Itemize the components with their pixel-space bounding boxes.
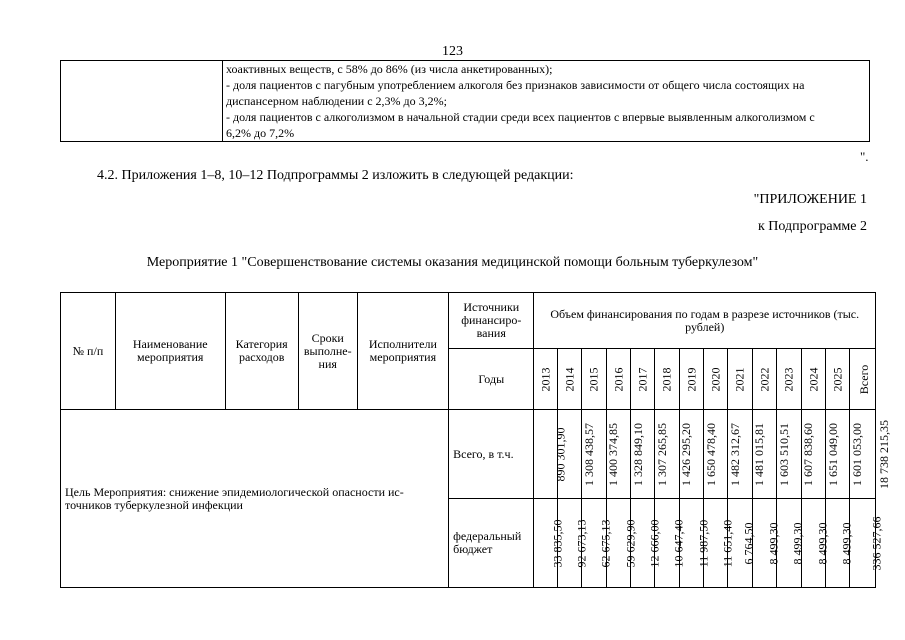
value-cell: 1 426 295,20 [655,410,679,499]
page-number: 123 [442,44,463,59]
value-cell: 1 308 438,57 [557,410,581,499]
year-header: 2014 [557,349,581,410]
section-heading: 4.2. Приложения 1–8, 10–12 Подпрограммы 2 изложить в следующей редакции: [97,168,574,183]
year-header: 2023 [777,349,801,410]
text-line: 6,2% до 7,2% [226,126,295,140]
value-cell: 11 651,40 [704,499,728,588]
text-line: - доля пациентов с алкоголизмом в начальной стадии среди всех пациентов с впервые выявленным алкоголизмом с [226,110,815,124]
empty-cell [61,61,223,142]
continuation-cell [223,61,870,142]
year-header: 2018 [655,349,679,410]
year-header: 2022 [752,349,776,410]
text-line: хоактивных веществ, с 58% до 86% (из числа анкетированных); [226,62,553,76]
value-cell: 18 738 215,35 [850,410,876,499]
value-cell: 1 607 838,60 [777,410,801,499]
year-header: 2015 [582,349,606,410]
year-header: 2024 [801,349,825,410]
value-cell: 62 675,13 [582,499,606,588]
header-category: Категория расходов [225,293,298,410]
header-num: № п/п [61,293,116,410]
value-cell: 1 651 049,00 [801,410,825,499]
goal-cell: Цель Мероприятия: снижение эпидемиологической опасности ис- точников туберкулезной инфекции [61,410,449,588]
source-label: Всего, в т.ч. [449,410,534,499]
value-cell: 33 835,50 [534,499,557,588]
measure-title: Мероприятие 1 "Совершенствование системы оказания медицинской помощи больным туберкулезом" [146,255,759,270]
header-terms: Сроки выполне- ния [298,293,357,410]
text-line: - доля пациентов с пагубным употреблением алкоголя без признаков зависимости от общего числа состоящих на [226,78,805,92]
year-header: 2019 [679,349,703,410]
value-cell: 336 527,66 [850,499,876,588]
text-line: диспансерном наблюдении с 2,3% до 3,2%; [226,94,447,108]
header-name: Наименование мероприятия [115,293,225,410]
value-cell: 12 666,00 [630,499,654,588]
header-volume: Объем финансирования по годам в разрезе источников (тыс. рублей) [534,293,876,349]
year-header: 2017 [630,349,654,410]
closing-quote: ". [860,149,869,164]
value-cell: 1 601 053,00 [825,410,849,499]
year-header: 2025 [825,349,849,410]
year-header: 2016 [606,349,630,410]
value-cell: 1 650 478,40 [679,410,703,499]
header-sources: Источники финансиро- вания [449,293,534,349]
value-cell: 1 481 015,81 [728,410,752,499]
value-cell: 11 987,50 [679,499,703,588]
value-cell: 92 673,13 [557,499,581,588]
value-cell: 59 629,90 [606,499,630,588]
value-cell: 1 603 510,51 [752,410,776,499]
value-cell: 6 764,50 [728,499,752,588]
value-cell: 8 499,30 [752,499,776,588]
year-header: 2020 [704,349,728,410]
value-cell: 10 647,40 [655,499,679,588]
value-cell: 8 499,30 [801,499,825,588]
year-header: 2021 [728,349,752,410]
value-cell: 8 499,30 [777,499,801,588]
appendix-title: "ПРИЛОЖЕНИЕ 1 [753,192,867,207]
source-label: федеральный бюджет [449,499,534,588]
value-cell: 890 301,90 [534,410,557,499]
value-cell: 1 482 312,67 [704,410,728,499]
value-cell: 1 400 374,85 [582,410,606,499]
header-executors: Исполнители мероприятия [357,293,448,410]
continuation-table [60,60,870,142]
value-cell: 8 499,30 [825,499,849,588]
funding-table [60,292,892,588]
value-cell: 1 328 849,10 [606,410,630,499]
year-header: 2013 [534,349,557,410]
value-cell: 1 307 265,85 [630,410,654,499]
appendix-subtitle: к Подпрограмме 2 [757,219,867,234]
header-years-label: Годы [449,349,534,410]
year-header: Всего [850,349,876,410]
